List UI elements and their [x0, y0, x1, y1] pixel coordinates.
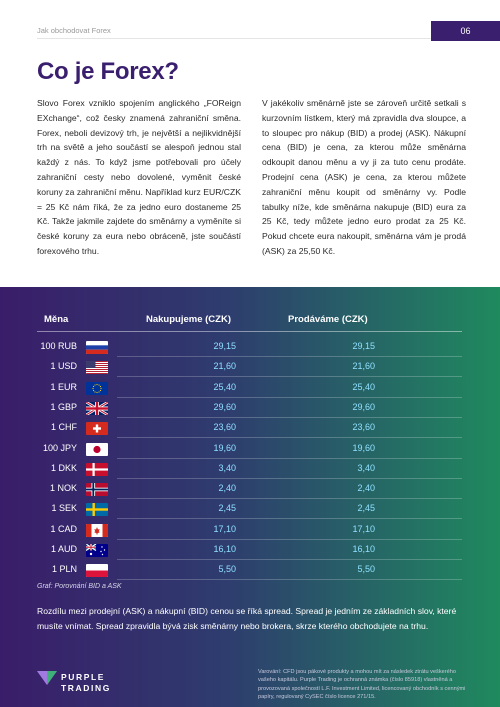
currency-label: 1 NOK	[49, 483, 77, 494]
currency-label: 100 JPY	[42, 442, 77, 453]
buy-rate: 2,45	[218, 503, 236, 514]
currency-label: 1 SEK	[51, 503, 77, 514]
page-header	[0, 0, 500, 44]
col-header-sell: Prodáváme (CZK)	[288, 314, 368, 325]
sell-rate: 17,10	[352, 523, 375, 534]
sell-rate: 2,45	[357, 503, 375, 514]
buy-rate: 19,60	[213, 442, 236, 453]
row-divider	[117, 579, 462, 580]
table-row	[37, 459, 462, 479]
poland-flag-icon	[86, 564, 108, 577]
usa-flag-icon	[86, 361, 108, 374]
buy-rate: 5,50	[218, 564, 236, 575]
breadcrumb: Jak obchodovat Forex	[37, 26, 111, 35]
sell-rate: 25,40	[352, 381, 375, 392]
sell-rate: 2,40	[357, 483, 375, 494]
currency-label: 100 RUB	[40, 341, 77, 351]
sell-rate: 29,15	[352, 341, 375, 351]
sweden-flag-icon	[86, 503, 108, 516]
buy-rate: 23,60	[213, 422, 236, 433]
currency-label: 1 PLN	[51, 564, 77, 575]
table-caption: Graf: Porovnání BID a ASK	[37, 583, 122, 590]
logo-text-line2: TRADING	[61, 683, 111, 693]
table-row	[37, 337, 462, 357]
table-row	[37, 499, 462, 519]
sell-rate: 16,10	[352, 544, 375, 554]
currency-label: 1 AUD	[50, 544, 77, 554]
table-row	[37, 378, 462, 398]
purple-trading-logo	[37, 668, 127, 698]
table-row	[37, 398, 462, 418]
table-row	[37, 418, 462, 438]
uk-flag-icon	[86, 402, 108, 415]
norway-flag-icon	[86, 483, 108, 496]
sell-rate: 5,50	[357, 564, 375, 575]
buy-rate: 17,10	[213, 523, 236, 534]
legal-disclaimer: Varování: CFD jsou pákové produkty a mohou mít za následek ztrátu veškerého vašeho kapitálu. Purple Trading je ochranná známka (číslo 85918) vlastněná a provozovaná společností L.F. Investment Limited, licencovaný obchodník s cennými papíry, regulovaný CySEC číslo licence 271/15.	[258, 669, 466, 700]
russia-flag-icon	[86, 341, 108, 354]
col-header-buy: Nakupujeme (CZK)	[146, 314, 231, 325]
switzerland-flag-icon	[86, 422, 108, 435]
canada-flag-icon	[86, 524, 108, 537]
currency-label: 1 DKK	[50, 462, 77, 473]
japan-flag-icon	[86, 443, 108, 456]
buy-rate: 3,40	[218, 462, 236, 473]
table-row	[37, 357, 462, 377]
australia-flag-icon	[86, 544, 108, 557]
sell-rate: 19,60	[352, 442, 375, 453]
buy-rate: 2,40	[218, 483, 236, 494]
currency-label: 1 GBP	[50, 401, 77, 412]
currency-label: 1 EUR	[50, 381, 77, 392]
page-number: 06	[431, 21, 500, 41]
buy-rate: 16,10	[213, 544, 236, 554]
table-row	[37, 540, 462, 560]
sell-rate: 21,60	[352, 361, 375, 372]
currency-label: 1 CAD	[50, 523, 77, 534]
header-divider	[37, 38, 431, 39]
sell-rate: 29,60	[352, 401, 375, 412]
buy-rate: 29,60	[213, 401, 236, 412]
buy-rate: 29,15	[213, 341, 236, 351]
table-header-divider	[37, 331, 462, 332]
table-row	[37, 479, 462, 499]
intro-right-column: V jakékoliv směnárně jste se zároveň určitě setkali s kurzovním lístkem, který má zpravidla dva sloupce, a to sloupec pro nákup (BID) a prodej (ASK). Nákupní cena (BID) je cena, za kterou může směnárna odkoupit danou měnu a vy ji za tuto cenu prodáte. Prodejní cena (ASK) je cena, za kterou můžete zahraniční měnu koupit od směnárny vy. Podle tabulky níže, kde směnárna nakupuje (BID) eura za 25 Kč, tedy můžete jedno euro prodat za 25 Kč. Pokud chcete eura nakoupit, směnárna vám je prodá (ASK) za 25,50 Kč.	[262, 98, 466, 256]
intro-left-column: Slovo Forex vzniklo spojením anglického „FOReign EXchange“, což česky znamená zahraniční směna. Forex, neboli devizový trh, je největší a nejlikvidnější trh na světě a jeho součástí se alespoň jednou stal každý z nás. To když jsme potřebovali pro účely zahraniční cesty nebo dovolené, vyměnit české koruny za zahraniční měnu. Například kurz EUR/CZK = 25 Kč nám říká, že za jedno euro dostaneme 25 Kč. Takže jakmile zajdete do směnárny a vyměníte si české koruny za eura nebo obráceně, jste součástí forexového trhu.	[37, 98, 241, 256]
page-title: Co je Forex?	[37, 58, 179, 85]
currency-label: 1 USD	[50, 361, 77, 372]
buy-rate: 21,60	[213, 361, 236, 372]
eu-flag-icon	[86, 382, 108, 395]
denmark-flag-icon	[86, 463, 108, 476]
currency-label: 1 CHF	[50, 422, 77, 433]
sell-rate: 3,40	[357, 462, 375, 473]
table-row	[37, 439, 462, 459]
col-header-currency: Měna	[44, 314, 69, 325]
logo-text-line1: PURPLE	[61, 672, 106, 682]
logo-mark-icon	[37, 670, 57, 686]
sell-rate: 23,60	[352, 422, 375, 433]
table-row	[37, 520, 462, 540]
spread-note: Rozdílu mezi prodejní (ASK) a nákupní (BID) cenou se říká spread. Spread je jedním ze základních slov, které musíte vnímat. Spread zpravidla bývá zisk směnárny nebo brokera, skrze kterého obchodujete na trhu.	[37, 606, 457, 631]
buy-rate: 25,40	[213, 381, 236, 392]
table-row	[37, 560, 462, 580]
